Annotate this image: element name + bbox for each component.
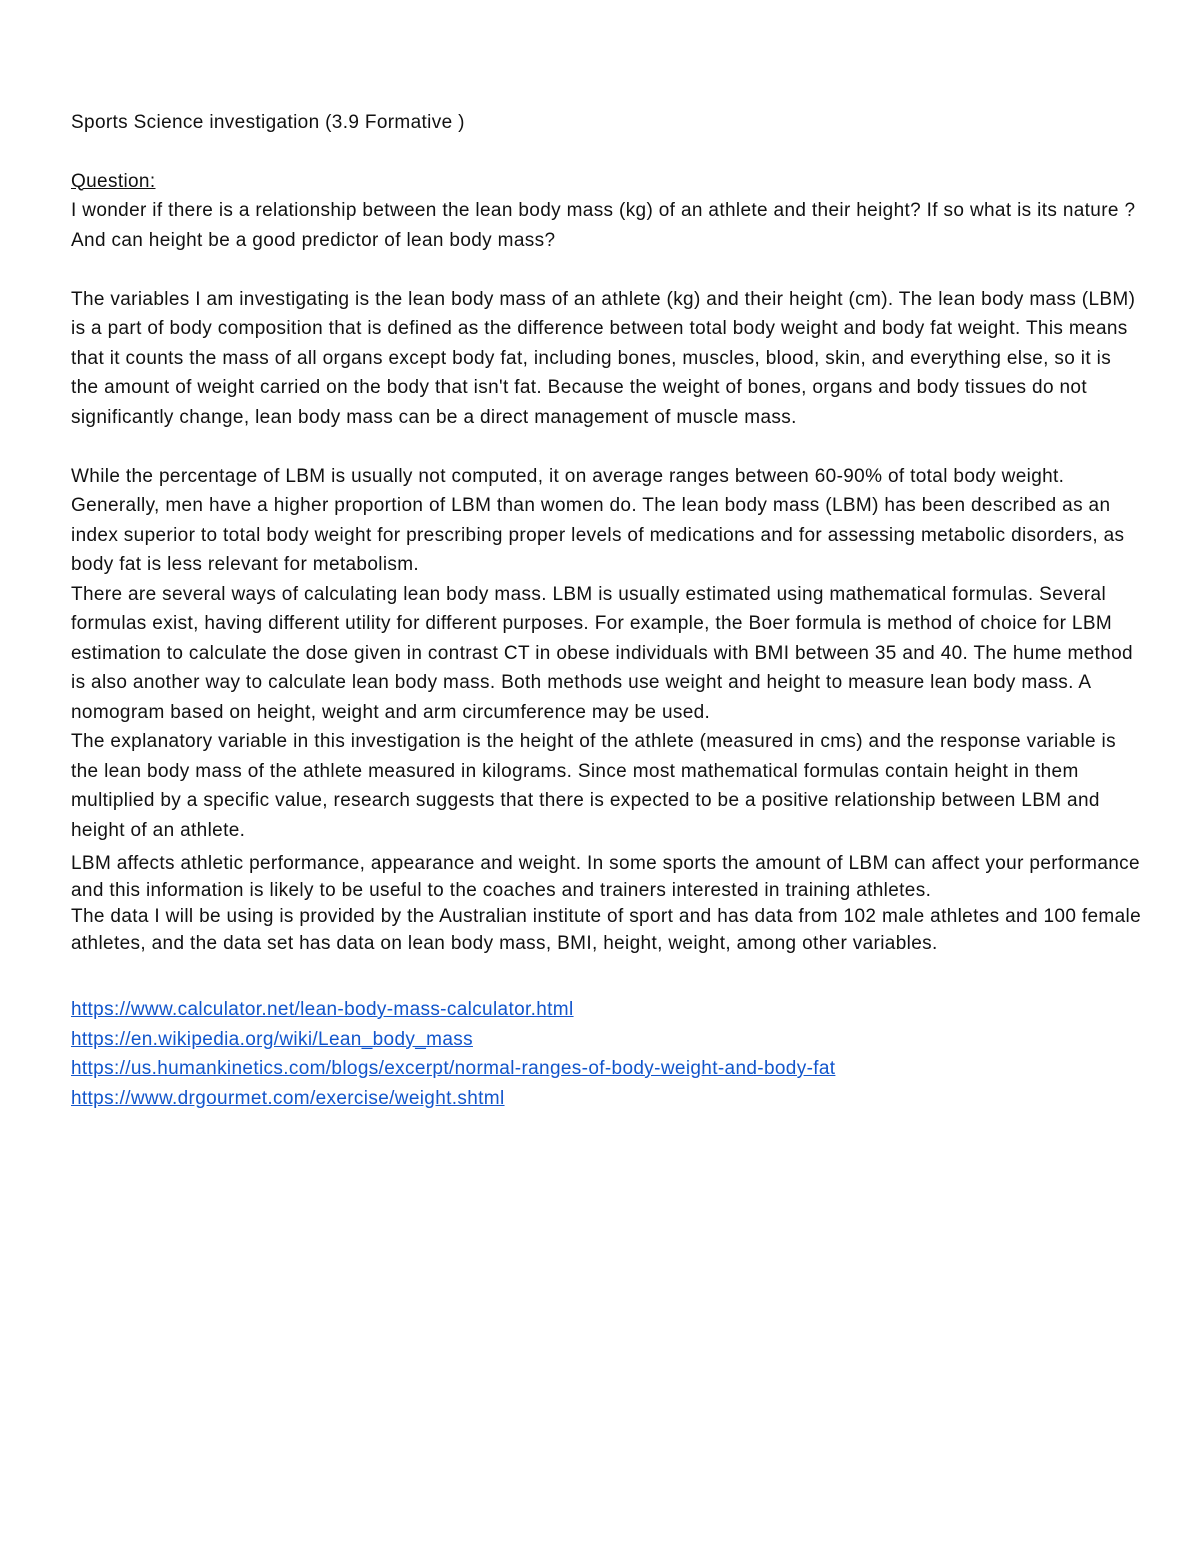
paragraph-variables: The variables I am investigating is the lean body mass of an athlete (kg) and their height (cm). The lean body mass (LBM) is a part of body composition that is defined as the difference between total body weight and body fat weight. This means that it counts the mass of all organs except body fat, including bones, muscles, blood, skin, and everything else, so it is the amount of weight carried on the body that isn't fat. Because the weight of bones, organs and body tissues do not significantly change, lean body mass can be a direct management of muscle mass. [71,288,1136,428]
reference-link-drgourmet[interactable]: https://www.drgourmet.com/exercise/weight.shtml [71,1087,505,1109]
spacer [71,255,1141,285]
spacer [71,432,1141,462]
document-page [71,108,1141,1113]
question-heading: Question: [71,170,156,192]
paragraph-lbm-percentage: While the percentage of LBM is usually not computed, it on average ranges between 60-90% of total body weight. Generally, men have a higher proportion of LBM than women do. The lean body mass (LBM) has been described as an index superior to total body weight for prescribing proper levels of medications and for assessing metabolic disorders, as body fat is less relevant for metabolism. [71,465,1125,575]
question-text: I wonder if there is a relationship between the lean body mass (kg) of an athlete and their height? If so what is its nature ? And can height be a good predictor of lean body mass? [71,200,1136,251]
paragraph-lbm-calculation: There are several ways of calculating lean body mass. LBM is usually estimated using mathematical formulas. Several formulas exist, having different utility for different purposes. For example, the Boer formula is method of choice for LBM estimation to calculate the dose given in contrast CT in obese individuals with BMI between 35 and 40. The hume method is also another way to calculate lean body mass. Both methods use weight and height to measure lean body mass. A nomogram based on height, weight and arm circumference may be used. [71,583,1133,723]
paragraph-data-source: The data I will be using is provided by the Australian institute of sport and has data from 102 male athletes and 100 female athletes, and the data set has data on lean body mass, BMI, height, weight, among other variables. [71,906,1142,954]
reference-link-humankinetics[interactable]: https://us.humankinetics.com/blogs/excerpt/normal-ranges-of-body-weight-and-body-fat [71,1058,836,1079]
reference-link-wikipedia[interactable]: https://en.wikipedia.org/wiki/Lean_body_mass [71,1028,473,1050]
paragraph-explanatory-variable: The explanatory variable in this investigation is the height of the athlete (measured in cms) and the response variable is the lean body mass of the athlete measured in kilograms. Since most mathematical formulas contain height in them multiplied by a specific value, research suggests that there is expected to be a positive relationship between LBM and height of an athlete. [71,731,1116,841]
document-title: Sports Science investigation (3.9 Formative ) [71,112,465,133]
reference-link-calculator[interactable]: https://www.calculator.net/lean-body-mass-calculator.html [71,999,574,1020]
paragraph-lbm-performance: LBM affects athletic performance, appearance and weight. In some sports the amount of LBM can affect your performance and this information is likely to be useful to the coaches and trainers interested in training athletes. [71,853,1140,901]
reference-links [71,995,1141,1113]
